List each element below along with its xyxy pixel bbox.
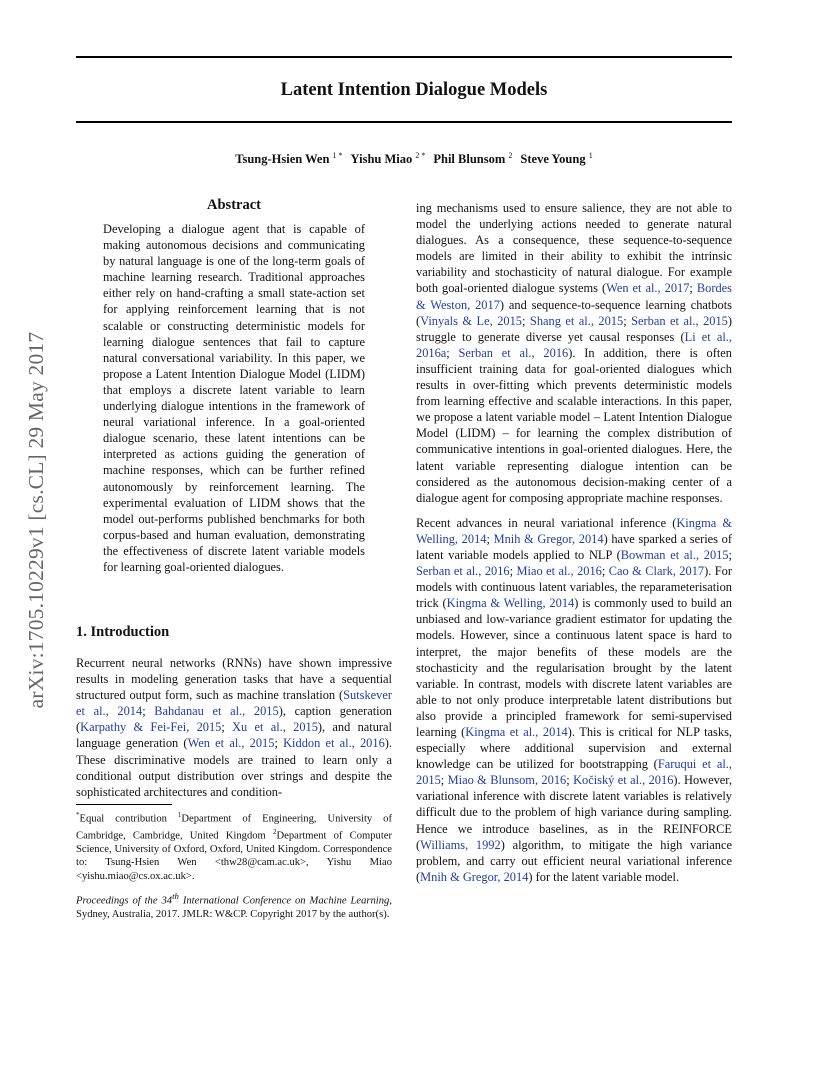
- body-text: ;: [566, 773, 574, 788]
- right-column: [416, 200, 732, 894]
- abstract-heading: Abstract: [207, 197, 261, 213]
- citation-link[interactable]: Wen et al., 2015: [187, 736, 275, 751]
- right-paragraph-2: [416, 515, 732, 885]
- body-text: ;: [601, 564, 609, 579]
- body-text: ). These discriminative models are trained to learn only a conditional output distribution over strings and despite the sophisticated architectures and condition-: [76, 736, 392, 799]
- title-rule-top: [76, 56, 732, 58]
- citation-link[interactable]: Mnih & Gregor, 2014: [493, 531, 604, 546]
- citation-link[interactable]: Miao et al., 2016: [516, 564, 602, 579]
- citation-link[interactable]: Bordes & Weston, 2017: [416, 281, 732, 312]
- footnote-affiliations: [76, 809, 392, 883]
- citation-link[interactable]: Cao & Clark, 2017: [608, 564, 705, 579]
- author-name: Steve Young $^1$: [520, 151, 593, 167]
- citation-link[interactable]: Faruqui et al., 2015: [416, 757, 732, 788]
- body-text: ;: [689, 281, 697, 296]
- body-text: ;: [509, 564, 517, 579]
- body-text: ;: [274, 736, 284, 751]
- proceedings-note: Proceedings of the 34th International Conference on Machine Learning, Sydney, Australia, 2017. JMLR: W&CP. Copyright 2017 by the author(s).: [76, 891, 392, 921]
- citation-link[interactable]: Williams, 1992: [420, 837, 501, 852]
- citation-link[interactable]: Karpathy & Fei-Fei, 2015: [80, 720, 222, 735]
- citation-link[interactable]: Kočiský et al., 2016: [573, 773, 674, 788]
- body-text: ing mechanisms used to ensure salience, they are not able to model the underlying actions needed to generate natural dialogues. As a consequence, these sequence-to-sequence models are limited in their ability to exhibit the intrinsic variability and stochasticity of natural dialogue. For example both goal-oriented dialogue systems (: [416, 201, 732, 296]
- body-text: ). However, variational inference with discrete latent variables is relatively difficult due to the problem of high variance during sampling. Hence we introduce baselines, as in the REINFORCE (: [416, 773, 733, 852]
- body-text: ;: [440, 773, 448, 788]
- author-list: [0, 151, 828, 167]
- author-name: Yishu Miao $^{2 *}$: [350, 151, 426, 167]
- citation-link[interactable]: Li et al., 2016a: [416, 329, 732, 360]
- body-text: ). This is critical for NLP tasks, especially where additional supervision and external knowledge can be utilized for bootstrapping (: [416, 725, 732, 772]
- body-text: ) and sequence-to-sequence learning chatbots (: [416, 297, 732, 328]
- citation-link[interactable]: Kingma & Welling, 2014: [446, 596, 575, 611]
- citation-link[interactable]: Kiddon et al., 2016: [283, 736, 385, 751]
- citation-link[interactable]: Xu et al., 2015: [232, 720, 318, 735]
- body-text: ;: [142, 704, 155, 719]
- body-text: ) is commonly used to build an unbiased and low-variance gradient estimator for updating the models. However, since a continuous latent space is hard to interpret, the major benefits of these models are the stochasticity and the regularisation brought by the latent variable. In contrast, models with discrete latent variables are able to not only produce interpretable latent distributions but also provide a principled framework for semi-supervised learning (: [416, 596, 732, 739]
- body-text: ) algorithm, to mitigate the high variance problem, and carry out efficient neural variational inference (: [416, 837, 732, 884]
- citation-link[interactable]: Serban et al., 2016: [416, 564, 510, 579]
- body-text: ) for the latent variable model.: [528, 869, 680, 884]
- citation-link[interactable]: Vinyals & Le, 2015: [420, 313, 522, 328]
- citation-link[interactable]: Shang et al., 2015: [529, 313, 624, 328]
- author-name: Tsung-Hsien Wen $^{1 *}$: [235, 151, 343, 167]
- body-text: ;: [221, 720, 233, 735]
- paper-title: Latent Intention Dialogue Models: [280, 80, 548, 100]
- body-text: ). For models with continuous latent variables, the reparameterisation trick (: [416, 564, 732, 611]
- section-heading-introduction: 1. Introduction: [76, 624, 170, 640]
- body-text: ;: [446, 345, 459, 360]
- body-text: ;: [521, 313, 530, 328]
- citation-link[interactable]: Miao & Blunsom, 2016: [447, 773, 567, 788]
- citation-link[interactable]: Serban et al., 2016: [458, 345, 569, 360]
- body-text: ), caption generation (: [76, 704, 392, 735]
- citation-link[interactable]: Sutskever et al., 2014: [76, 688, 392, 719]
- body-text: Recurrent neural networks (RNNs) have shown impressive results in modeling generation tasks that have a sequential structured output form, such as machine translation (: [76, 656, 392, 703]
- citation-link[interactable]: Serban et al., 2015: [631, 313, 728, 328]
- author-name: Phil Blunsom $^2$: [433, 151, 513, 167]
- citation-link[interactable]: Bowman et al., 2015: [620, 547, 729, 562]
- citation-link[interactable]: Wen et al., 2017: [606, 281, 690, 296]
- citation-link[interactable]: Mnih & Gregor, 2014: [420, 869, 529, 884]
- footnote-text: *Equal contribution $^1$Department of Engineering, University of Cambridge, Cambridge, United Kingdom $^2$Department of Computer Science, University of Oxford, Oxford, United Kingdom. Correspondence to: Tsung-Hsien Wen <thw28@cam.ac.uk>, Yishu Miao <yishu.miao@cs.ox.ac.uk>.: [76, 811, 393, 882]
- body-text: ;: [623, 313, 632, 328]
- arxiv-stamp: arXiv:1705.10229v1 [cs.CL] 29 May 2017: [24, 331, 48, 709]
- citation-link[interactable]: Bahdanau et al., 2015: [154, 704, 279, 719]
- intro-paragraph: [76, 655, 392, 800]
- body-text: ;: [486, 531, 494, 546]
- introduction-column: [76, 655, 392, 809]
- body-text: ) struggle to generate diverse yet causal responses (: [416, 313, 733, 344]
- title-rule-bottom: [76, 121, 732, 123]
- body-text: ;: [728, 547, 732, 562]
- body-text: Recent advances in neural variational inference (: [416, 515, 677, 530]
- abstract-text: Developing a dialogue agent that is capable of making autonomous decisions and communicating by natural language is one of the long-term goals of machine learning research. Traditional approaches either rely on hand-crafting a small state-action set for applying reinforcement learning that is not scalable or constructing deterministic models for learning dialogue sentences that fail to capture natural conversational variability. In this paper, we propose a Latent Intention Dialogue Model (LIDM) that employs a discrete latent variable to learn underlying dialogue intentions in the framework of neural variational inference. In a goal-oriented dialogue scenario, these latent intentions can be interpreted as actions guiding the generation of machine responses, which can be further refined autonomously by reinforcement learning. The experimental evaluation of LIDM shows that the model out-performs published benchmarks for both corpus-based and human evaluation, demonstrating the effectiveness of discrete latent variable models for learning goal-oriented dialogues.: [103, 222, 365, 574]
- citation-link[interactable]: Kingma & Welling, 2014: [416, 515, 733, 546]
- right-paragraph-1: [416, 200, 732, 506]
- body-text: ). In addition, there is often insufficient training data for goal-oriented dialogues which results in over-fitting which prevents deterministic models from learning effective and scalable interactions. In this paper, we propose a latent variable model – Latent Intention Dialogue Model (LIDM) – for learning the complex distribution of communicative intentions in goal-oriented dialogues. Here, the latent variable representing dialogue intention can be considered as the autonomous decision-making center of a dialogue agent for composing appropriate machine responses.: [416, 345, 732, 505]
- citation-link[interactable]: Kingma et al., 2014: [465, 725, 568, 739]
- body-text: ), and natural language generation (: [76, 720, 392, 751]
- footnote-rule: [76, 804, 172, 805]
- body-text: ) have sparked a series of latent variable models applied to NLP (: [416, 531, 732, 562]
